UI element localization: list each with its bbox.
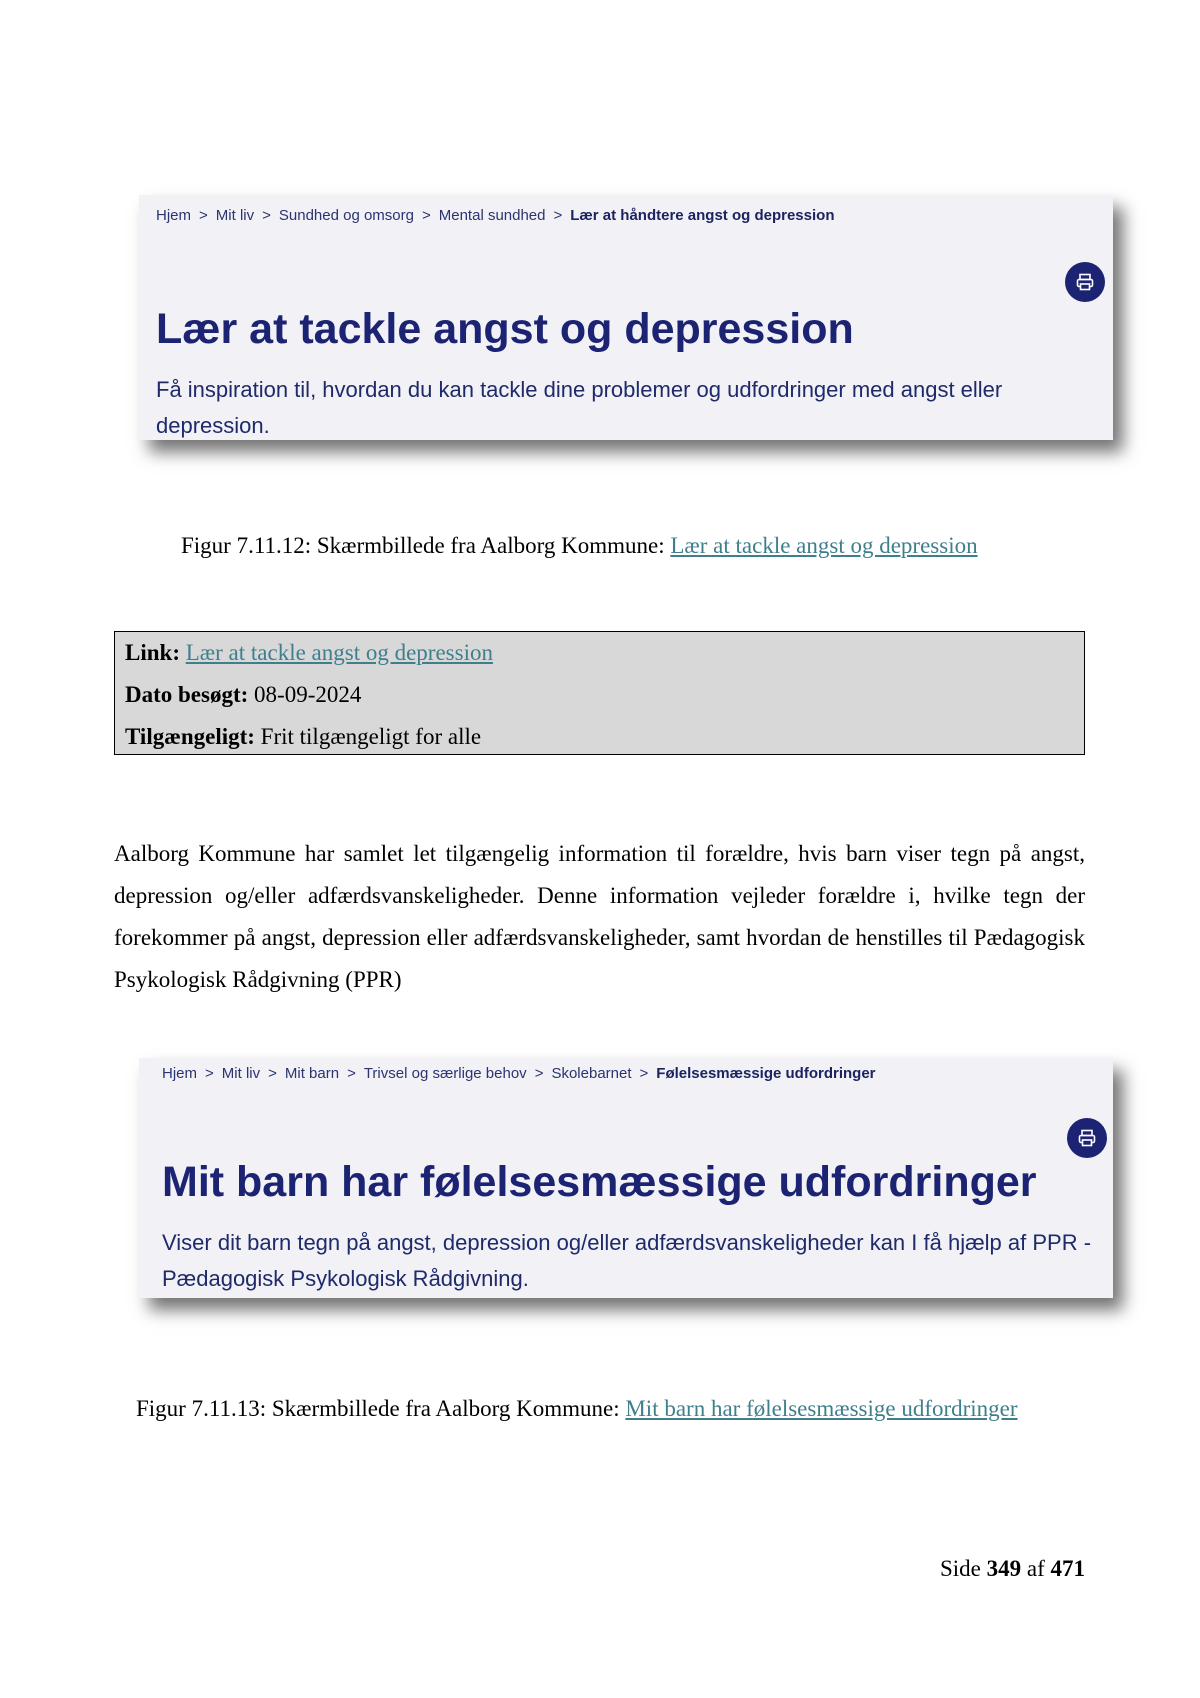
print-button[interactable]	[1067, 1118, 1107, 1158]
page-current: 349	[986, 1556, 1022, 1581]
page-prefix: Side	[939, 1556, 981, 1581]
page-total: 471	[1050, 1556, 1085, 1581]
breadcrumb	[156, 207, 834, 224]
page-subtitle: Få inspiration til, hvordan du kan tackle dine problemer og udfordringer med angst eller depression.	[156, 377, 1003, 438]
body-paragraph: Aalborg Kommune har samlet let tilgængelig information til forældre, hvis barn viser tegn på angst, depression og/eller adfærdsvanskeligheder. Denne information vejleder forældre i, hvilke tegn der forekommer på angst, depression eller adfærdsvanskeligheder, samt hvordan de henstilles til Pædagogisk Psykologisk Rådgivning (PPR)	[114, 841, 1085, 992]
figure-caption-1	[181, 533, 978, 559]
info-value: Frit tilgængeligt for alle	[260, 724, 482, 749]
breadcrumb-item-sundhed[interactable]: Sundhed og omsorg	[278, 207, 414, 224]
breadcrumb-current: Lær at håndtere angst og depression	[570, 207, 835, 224]
caption-text: Figur 7.11.12: Skærmbillede fra Aalborg Kommune:	[181, 533, 671, 558]
breadcrumb-item-skolebarnet[interactable]: Skolebarnet	[551, 1065, 632, 1082]
breadcrumb-separator: >	[268, 1065, 277, 1082]
page-title: Mit barn har følelsesmæssige udfordringer	[162, 1158, 1037, 1206]
info-link[interactable]: Lær at tackle angst og depression	[185, 640, 493, 665]
breadcrumb-separator: >	[553, 207, 563, 224]
breadcrumb-separator: >	[347, 1065, 356, 1082]
info-row-access	[125, 716, 1074, 758]
caption-link[interactable]: Mit barn har følelsesmæssige udfordringer	[625, 1396, 1018, 1421]
page-subtitle: Viser dit barn tegn på angst, depression og/eller adfærdsvanskeligheder kan I få hjælp af PPR - Pædagogisk Psykologisk Rådgivning.	[162, 1230, 1092, 1291]
figure-screenshot-1	[139, 195, 1113, 440]
info-label: Link:	[125, 640, 180, 665]
printer-icon	[1077, 1128, 1097, 1148]
breadcrumb-item-mit-barn[interactable]: Mit barn	[284, 1065, 340, 1082]
page-number	[940, 1556, 1085, 1582]
breadcrumb-item-mit-liv[interactable]: Mit liv	[221, 1065, 261, 1082]
printer-icon	[1075, 272, 1095, 292]
page-middle: af	[1026, 1556, 1045, 1581]
figure-screenshot-2	[139, 1058, 1113, 1298]
info-row-date	[125, 674, 1074, 716]
caption-link[interactable]: Lær at tackle angst og depression	[670, 533, 978, 558]
info-box	[114, 631, 1085, 755]
info-value: 08-09-2024	[254, 682, 362, 707]
info-label: Dato besøgt:	[125, 682, 249, 707]
info-label: Tilgængeligt:	[125, 724, 255, 749]
breadcrumb-separator: >	[205, 1065, 214, 1082]
breadcrumb-current: Følelsesmæssige udfordringer	[656, 1065, 876, 1082]
breadcrumb-separator: >	[199, 207, 208, 224]
breadcrumb-separator: >	[534, 1065, 544, 1082]
breadcrumb-item-mental-sundhed[interactable]: Mental sundhed	[438, 207, 546, 224]
page-title: Lær at tackle angst og depression	[156, 305, 854, 353]
breadcrumb-item-trivsel[interactable]: Trivsel og særlige behov	[363, 1065, 527, 1082]
breadcrumb-item-hjem[interactable]: Hjem	[156, 207, 192, 224]
breadcrumb-item-hjem[interactable]: Hjem	[162, 1065, 198, 1082]
breadcrumb-separator: >	[262, 207, 271, 224]
breadcrumb-item-mit-liv[interactable]: Mit liv	[215, 207, 255, 224]
breadcrumb-separator: >	[421, 207, 431, 224]
breadcrumb	[162, 1065, 876, 1082]
info-row-link	[125, 632, 1074, 674]
print-button[interactable]	[1065, 262, 1105, 302]
figure-caption-2	[136, 1396, 1018, 1422]
breadcrumb-separator: >	[639, 1065, 649, 1082]
caption-text: Figur 7.11.13: Skærmbillede fra Aalborg Kommune:	[136, 1396, 626, 1421]
